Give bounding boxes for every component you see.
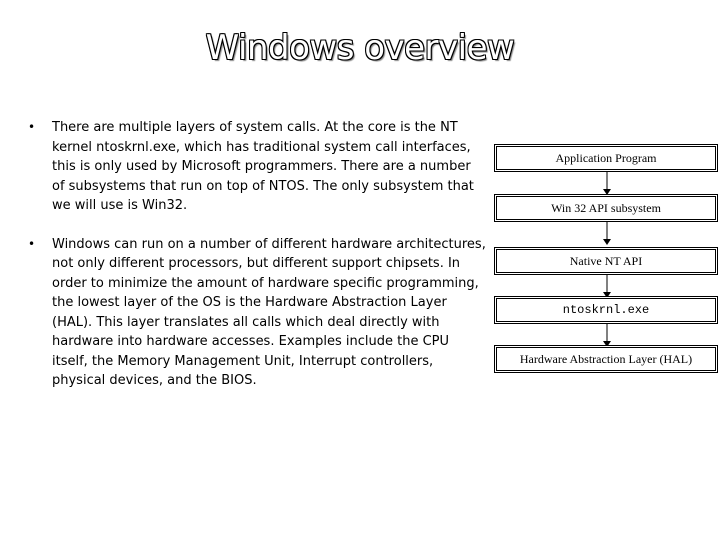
- bullet-list: [26, 118, 486, 410]
- slide-title: Windows overview: [205, 28, 515, 68]
- layer-native-nt-api: Native NT API: [496, 249, 716, 273]
- layer-hal: Hardware Abstraction Layer (HAL): [496, 347, 716, 371]
- arrow-down-icon: [601, 324, 613, 348]
- bullet-text: There are multiple layers of system calls. At the core is the NT kernel ntoskrnl.exe, which has traditional system call interfaces, this is only used by Microsoft programmers. There are a number of subsystems that run on top of NTOS. The only subsystem that we will use is Win32.: [52, 120, 474, 213]
- arrow-down-icon: [601, 222, 613, 246]
- bullet-marker: •: [28, 120, 36, 134]
- layer-diagram: [496, 144, 720, 376]
- arrow-down-icon: [601, 275, 613, 299]
- layer-application-program: Application Program: [496, 146, 716, 170]
- layer-ntoskrnl: ntoskrnl.exe: [496, 298, 716, 322]
- bullet-item: [26, 235, 486, 391]
- bullet-item: [26, 118, 486, 216]
- bullet-text: Windows can run on a number of different hardware architectures, not only different processors, but different support chipsets. In order to minimize the amount of hardware specific programming, the lowest layer of the OS is the Hardware Abstraction Layer (HAL). This layer translates all calls which deal directly with hardware into hardware accesses. Examples include the CPU itself, the Memory Management Unit, Interrupt controllers, physical devices, and the BIOS.: [52, 236, 486, 388]
- bullet-marker: •: [28, 236, 36, 251]
- arrow-down-icon: [601, 172, 613, 196]
- layer-win32-api-subsystem: Win 32 API subsystem: [496, 196, 716, 220]
